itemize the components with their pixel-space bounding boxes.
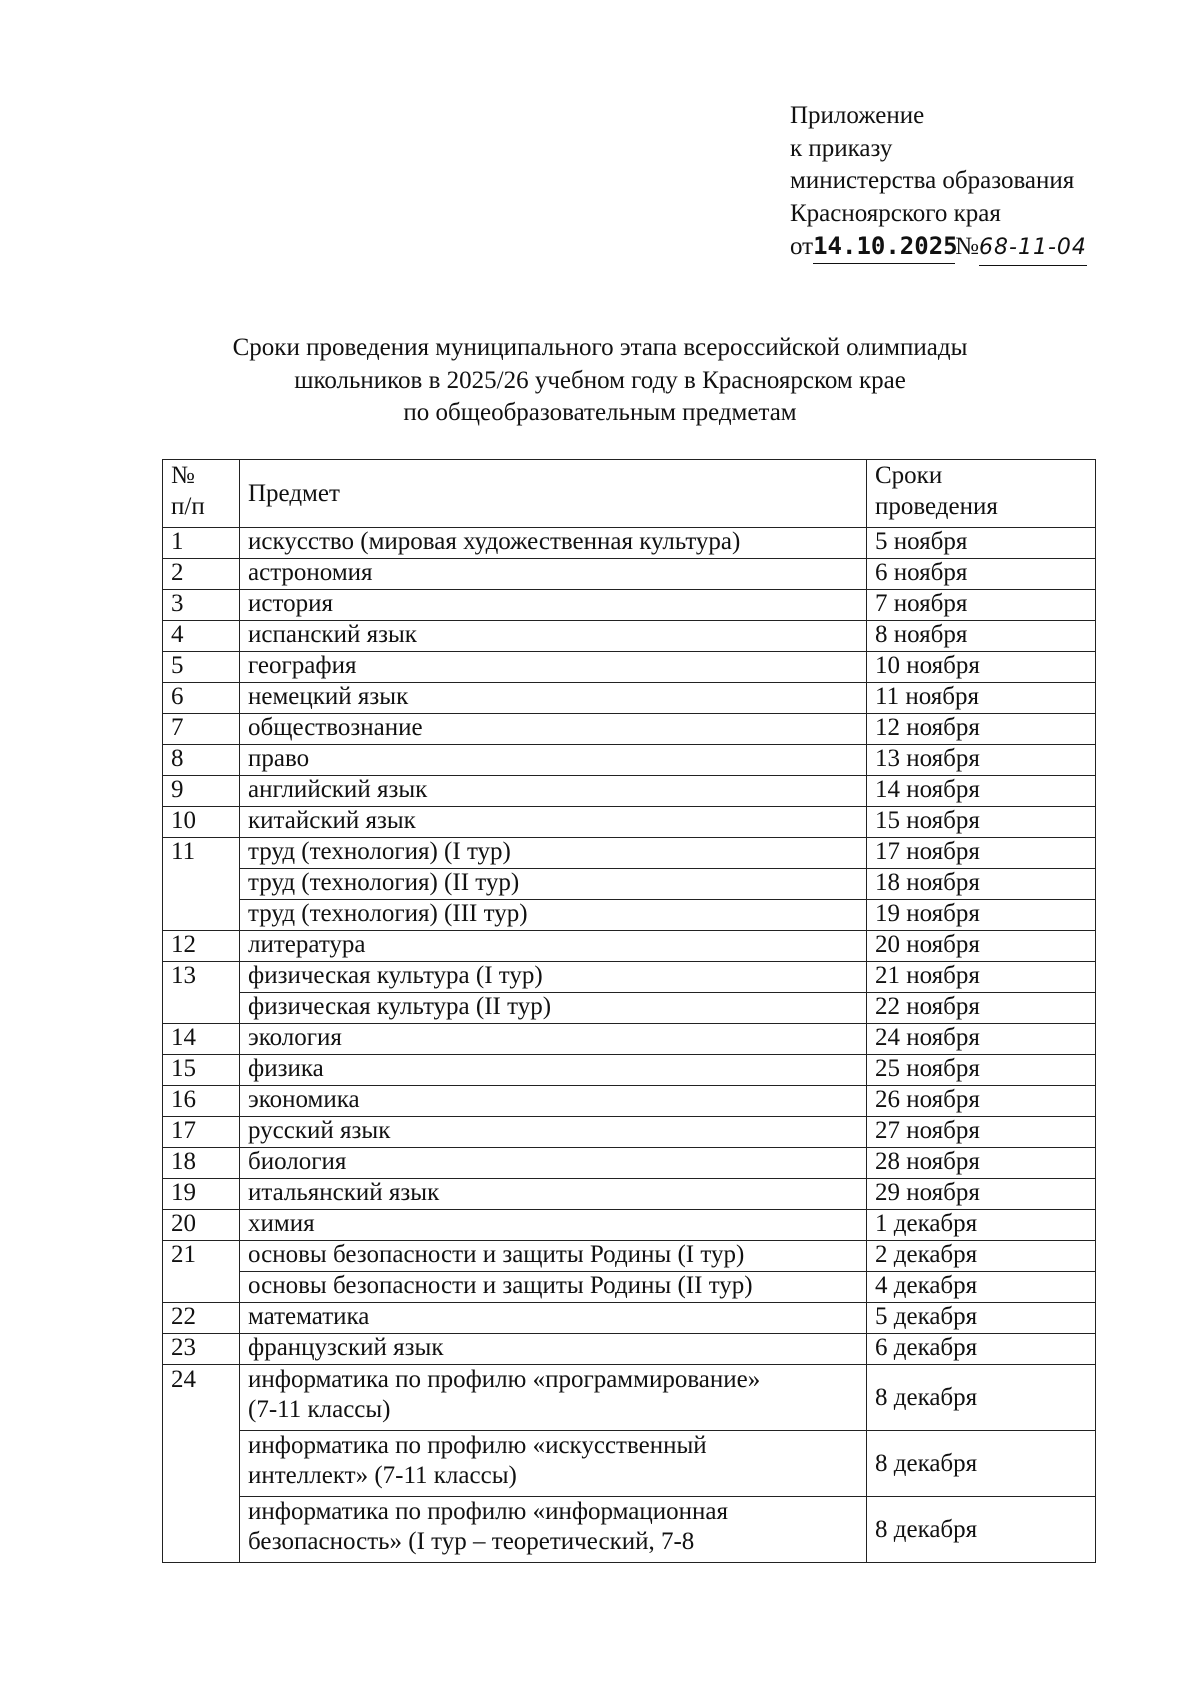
table-row [163, 714, 1096, 745]
row-date: 24 ноября [867, 1024, 1096, 1055]
row-subject-line1: информатика по профилю «информационная [248, 1498, 729, 1525]
table-row [163, 1117, 1096, 1148]
row-date: 8 ноября [867, 621, 1096, 652]
appendix-header [790, 100, 1087, 266]
header-dates-line1: Сроки [875, 462, 943, 489]
row-subject [240, 1431, 867, 1497]
order-number: 68-11-04 [979, 232, 1087, 266]
row-number: 20 [163, 1210, 240, 1241]
order-date-line [790, 230, 1087, 266]
table-row [163, 1497, 1096, 1563]
row-subject [240, 1365, 867, 1431]
header-line: Приложение [790, 102, 925, 129]
row-subject: труд (технология) (I тур) [240, 838, 867, 869]
table-header-row [163, 460, 1096, 528]
row-subject: экономика [240, 1086, 867, 1117]
row-subject: экология [240, 1024, 867, 1055]
title-line: школьников в 2025/26 учебном году в Красноярском крае [294, 366, 906, 394]
table-row [163, 652, 1096, 683]
table-row [163, 1334, 1096, 1365]
table-row [163, 776, 1096, 807]
row-subject: труд (технология) (III тур) [240, 900, 867, 931]
row-number: 4 [163, 621, 240, 652]
row-subject: история [240, 590, 867, 621]
row-number: 11 [163, 838, 240, 869]
row-date: 19 ноября [867, 900, 1096, 931]
table-row [163, 1179, 1096, 1210]
table-row [163, 931, 1096, 962]
row-date: 28 ноября [867, 1148, 1096, 1179]
row-date: 26 ноября [867, 1086, 1096, 1117]
row-subject: химия [240, 1210, 867, 1241]
table-body [163, 528, 1096, 1563]
row-subject: математика [240, 1303, 867, 1334]
row-subject: китайский язык [240, 807, 867, 838]
row-date: 7 ноября [867, 590, 1096, 621]
row-date: 5 декабря [867, 1303, 1096, 1334]
header-line: к приказу [790, 134, 893, 162]
row-subject: основы безопасности и защиты Родины (I тур) [240, 1241, 867, 1272]
row-number: 2 [163, 559, 240, 590]
row-date: 20 ноября [867, 931, 1096, 962]
row-date: 11 ноября [867, 683, 1096, 714]
table-row [163, 1272, 1096, 1303]
row-number: 6 [163, 683, 240, 714]
row-number: 19 [163, 1179, 240, 1210]
row-date: 8 декабря [867, 1365, 1096, 1431]
row-date: 5 ноября [867, 528, 1096, 559]
row-date: 8 декабря [867, 1431, 1096, 1497]
row-number: 3 [163, 590, 240, 621]
table-row [163, 1086, 1096, 1117]
row-number [163, 1431, 240, 1497]
row-subject: физическая культура (II тур) [240, 993, 867, 1024]
row-number: 18 [163, 1148, 240, 1179]
table-row [163, 528, 1096, 559]
row-subject: физика [240, 1055, 867, 1086]
from-label: от [790, 233, 814, 260]
row-subject: астрономия [240, 559, 867, 590]
row-subject: биология [240, 1148, 867, 1179]
header-dates-line2: проведения [875, 493, 998, 520]
header-line: министерства образования [790, 167, 1075, 194]
table-row [163, 869, 1096, 900]
row-date: 25 ноября [867, 1055, 1096, 1086]
table-row [163, 683, 1096, 714]
row-subject-line2: безопасность» (I тур – теоретический, 7-8 [248, 1528, 695, 1555]
row-subject: основы безопасности и защиты Родины (II тур) [240, 1272, 867, 1303]
table-row [163, 1431, 1096, 1497]
table-row [163, 838, 1096, 869]
row-number: 23 [163, 1334, 240, 1365]
table-row [163, 1024, 1096, 1055]
row-date: 15 ноября [867, 807, 1096, 838]
row-number [163, 1497, 240, 1563]
table-row [163, 900, 1096, 931]
row-subject: обществознание [240, 714, 867, 745]
row-number: 17 [163, 1117, 240, 1148]
row-subject: итальянский язык [240, 1179, 867, 1210]
table-row [163, 559, 1096, 590]
table-row [163, 1148, 1096, 1179]
row-date: 17 ноября [867, 838, 1096, 869]
row-date: 8 декабря [867, 1497, 1096, 1563]
row-number: 10 [163, 807, 240, 838]
row-subject: русский язык [240, 1117, 867, 1148]
row-number [163, 869, 240, 900]
header-subject: Предмет [240, 460, 867, 528]
header-dates [867, 460, 1096, 528]
row-number: 1 [163, 528, 240, 559]
row-number: 13 [163, 962, 240, 993]
row-number [163, 900, 240, 931]
row-subject: немецкий язык [240, 683, 867, 714]
row-number: 15 [163, 1055, 240, 1086]
row-date: 6 ноября [867, 559, 1096, 590]
row-number [163, 993, 240, 1024]
row-date: 6 декабря [867, 1334, 1096, 1365]
row-subject: география [240, 652, 867, 683]
order-date: 14.10.2025 [813, 230, 955, 264]
row-date: 22 ноября [867, 993, 1096, 1024]
row-subject-line1: информатика по профилю «искусственный [248, 1432, 707, 1459]
row-subject: право [240, 745, 867, 776]
row-date: 2 декабря [867, 1241, 1096, 1272]
table-row [163, 590, 1096, 621]
row-date: 29 ноября [867, 1179, 1096, 1210]
row-subject [240, 1497, 867, 1563]
table-row [163, 1210, 1096, 1241]
row-number: 9 [163, 776, 240, 807]
row-number: 24 [163, 1365, 240, 1431]
row-subject: испанский язык [240, 621, 867, 652]
table-row [163, 962, 1096, 993]
row-number: 5 [163, 652, 240, 683]
row-date: 10 ноября [867, 652, 1096, 683]
row-date: 14 ноября [867, 776, 1096, 807]
row-date: 27 ноября [867, 1117, 1096, 1148]
row-subject: искусство (мировая художественная культура) [240, 528, 867, 559]
row-subject: литература [240, 931, 867, 962]
header-num-line2: п/п [171, 493, 205, 520]
number-label: № [955, 233, 979, 260]
row-subject-line1: информатика по профилю «программирование» [248, 1366, 761, 1393]
title-line: Сроки проведения муниципального этапа всероссийской олимпиады [232, 334, 968, 361]
table-row [163, 993, 1096, 1024]
table-row [163, 1365, 1096, 1431]
row-subject: физическая культура (I тур) [240, 962, 867, 993]
header-num [163, 460, 240, 528]
row-date: 18 ноября [867, 869, 1096, 900]
schedule-table [162, 459, 1096, 1563]
row-date: 12 ноября [867, 714, 1096, 745]
row-number: 22 [163, 1303, 240, 1334]
row-number [163, 1272, 240, 1303]
document-title [0, 332, 1200, 430]
row-subject-line2: интеллект» (7-11 классы) [248, 1462, 517, 1489]
header-line: Красноярского края [790, 199, 1001, 227]
row-number: 21 [163, 1241, 240, 1272]
row-number: 12 [163, 931, 240, 962]
row-subject-line2: (7-11 классы) [248, 1396, 391, 1423]
row-date: 21 ноября [867, 962, 1096, 993]
row-number: 14 [163, 1024, 240, 1055]
table-row [163, 745, 1096, 776]
row-date: 4 декабря [867, 1272, 1096, 1303]
row-date: 13 ноября [867, 745, 1096, 776]
table-row [163, 1303, 1096, 1334]
table-row [163, 807, 1096, 838]
title-line: по общеобразовательным предметам [403, 399, 797, 426]
row-subject: английский язык [240, 776, 867, 807]
table-row [163, 1241, 1096, 1272]
row-number: 16 [163, 1086, 240, 1117]
table-row [163, 621, 1096, 652]
row-date: 1 декабря [867, 1210, 1096, 1241]
table-row [163, 1055, 1096, 1086]
row-number: 7 [163, 714, 240, 745]
row-subject: французский язык [240, 1334, 867, 1365]
row-number: 8 [163, 745, 240, 776]
row-subject: труд (технология) (II тур) [240, 869, 867, 900]
header-num-line1: № [171, 462, 195, 489]
